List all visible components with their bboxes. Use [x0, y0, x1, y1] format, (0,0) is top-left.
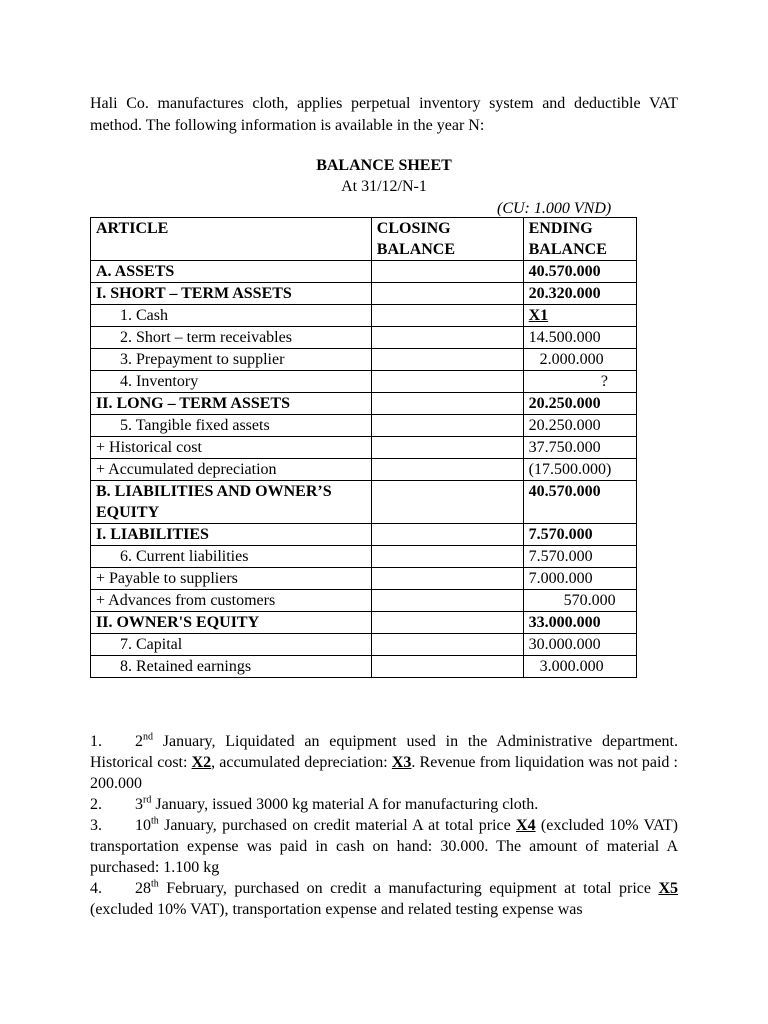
transaction-item: [90, 794, 678, 815]
table-row: [91, 261, 637, 283]
table-row: [91, 415, 637, 437]
table-row: [91, 656, 637, 678]
row-label: 6. Current liabilities: [91, 546, 372, 568]
header-article: ARTICLE: [91, 218, 372, 261]
row-closing: [371, 261, 523, 283]
transaction-item: [90, 815, 678, 878]
row-label: 5. Tangible fixed assets: [91, 415, 372, 437]
table-row: [91, 305, 637, 327]
table-row: [91, 371, 637, 393]
transaction-number: 3.: [90, 817, 102, 834]
day-suffix: nd: [143, 731, 153, 743]
row-label: + Historical cost: [91, 437, 372, 459]
table-row: [91, 349, 637, 371]
row-ending: ?: [523, 371, 636, 393]
table-row: [91, 546, 637, 568]
row-label: II. OWNER'S EQUITY: [91, 612, 372, 634]
row-ending: 570.000: [523, 590, 636, 612]
table-row: [91, 481, 637, 524]
day-suffix: th: [151, 815, 159, 827]
row-label: II. LONG – TERM ASSETS: [91, 393, 372, 415]
row-closing: [371, 590, 523, 612]
table-row: [91, 283, 637, 305]
row-label: 1. Cash: [91, 305, 372, 327]
transaction-number: 1.: [90, 733, 102, 750]
row-closing: [371, 656, 523, 678]
row-closing: [371, 481, 523, 524]
row-ending: 20.320.000: [523, 283, 636, 305]
row-closing: [371, 437, 523, 459]
row-ending: 2.000.000: [523, 349, 636, 371]
table-row: [91, 568, 637, 590]
row-closing: [371, 459, 523, 481]
row-ending: 20.250.000: [523, 393, 636, 415]
table-header-row: [91, 218, 637, 261]
row-label: + Accumulated depreciation: [91, 459, 372, 481]
row-closing: [371, 415, 523, 437]
unknown-value-x4: X4: [516, 817, 536, 834]
table-row: [91, 437, 637, 459]
day-suffix: rd: [143, 794, 152, 806]
balance-sheet-date: At 31/12/N-1: [341, 178, 427, 195]
transaction-day: 28: [135, 880, 151, 897]
row-closing: [371, 371, 523, 393]
row-label: 7. Capital: [91, 634, 372, 656]
row-ending: 7.570.000: [523, 524, 636, 546]
unknown-value-x2: X2: [191, 754, 212, 771]
day-suffix: th: [151, 878, 159, 890]
transaction-day: 3: [135, 796, 143, 813]
row-ending: 30.000.000: [523, 634, 636, 656]
table-row: [91, 524, 637, 546]
transaction-number: 4.: [90, 880, 102, 897]
transaction-text: January, Liquidated an equipment used in the Administrative department. Historical cost:: [90, 733, 678, 771]
transaction-text: (excluded 10% VAT) transportation expense was paid in cash on hand: 30.000. The amount of material A purchased: 1.100 kg: [90, 817, 678, 876]
transaction-text: (excluded 10% VAT), transportation expense and related testing expense was: [90, 901, 583, 918]
transaction-text: February, purchased on credit a manufacturing equipment at total price: [158, 880, 659, 897]
unknown-value-x3: X3: [391, 754, 412, 771]
row-closing: [371, 393, 523, 415]
row-label: B. LIABILITIES AND OWNER’S EQUITY: [91, 481, 372, 524]
row-ending: 7.570.000: [523, 546, 636, 568]
transaction-number: 2.: [90, 796, 102, 813]
row-ending: 33.000.000: [523, 612, 636, 634]
row-closing: [371, 327, 523, 349]
row-ending: 20.250.000: [523, 415, 636, 437]
row-closing: [371, 546, 523, 568]
table-row: [91, 634, 637, 656]
row-closing: [371, 349, 523, 371]
table-row: [91, 393, 637, 415]
unknown-value-x5: X5: [658, 880, 678, 897]
transaction-list: [90, 731, 678, 920]
transaction-text: . Revenue from liquidation was not paid : 200.000: [90, 754, 679, 792]
row-closing: [371, 305, 523, 327]
row-ending: (17.500.000): [523, 459, 636, 481]
table-row: [91, 459, 637, 481]
row-ending: X1: [528, 307, 549, 324]
row-ending: 40.570.000: [523, 261, 636, 283]
row-label: 8. Retained earnings: [91, 656, 372, 678]
row-ending: 14.500.000: [523, 327, 636, 349]
transaction-item: [90, 731, 678, 794]
row-label: + Payable to suppliers: [91, 568, 372, 590]
transaction-text: January, issued 3000 kg material A for manufacturing cloth.: [151, 796, 539, 813]
transaction-day: 10: [135, 817, 151, 834]
row-ending: 7.000.000: [523, 568, 636, 590]
row-ending: 37.750.000: [523, 437, 636, 459]
row-label: 2. Short – term receivables: [91, 327, 372, 349]
row-closing: [371, 568, 523, 590]
row-closing: [371, 283, 523, 305]
row-ending: 40.570.000: [523, 481, 636, 524]
table-row: [91, 590, 637, 612]
row-label: + Advances from customers: [91, 590, 372, 612]
row-closing: [371, 524, 523, 546]
transaction-day: 2: [135, 733, 143, 750]
row-label: I. LIABILITIES: [91, 524, 372, 546]
row-label: A. ASSETS: [91, 261, 372, 283]
row-label: I. SHORT – TERM ASSETS: [91, 283, 372, 305]
balance-sheet-title: BALANCE SHEET: [316, 157, 452, 174]
table-row: [91, 612, 637, 634]
row-ending: 3.000.000: [523, 656, 636, 678]
header-ending-balance: ENDING BALANCE: [523, 218, 636, 261]
transaction-text: , accumulated depreciation:: [211, 754, 392, 771]
row-closing: [371, 612, 523, 634]
table-row: [91, 327, 637, 349]
balance-sheet-table: [90, 217, 637, 678]
row-label: 4. Inventory: [91, 371, 372, 393]
row-label: 3. Prepayment to supplier: [91, 349, 372, 371]
transaction-text: January, purchased on credit material A at total price: [158, 817, 517, 834]
currency-unit-note: (CU: 1.000 VND): [497, 200, 612, 217]
intro-paragraph: Hali Co. manufactures cloth, applies perpetual inventory system and deductible VAT method. The following information is available in the year N:: [90, 95, 678, 134]
row-closing: [371, 634, 523, 656]
transaction-item: [90, 878, 678, 920]
header-closing-balance: CLOSING BALANCE: [371, 218, 523, 261]
